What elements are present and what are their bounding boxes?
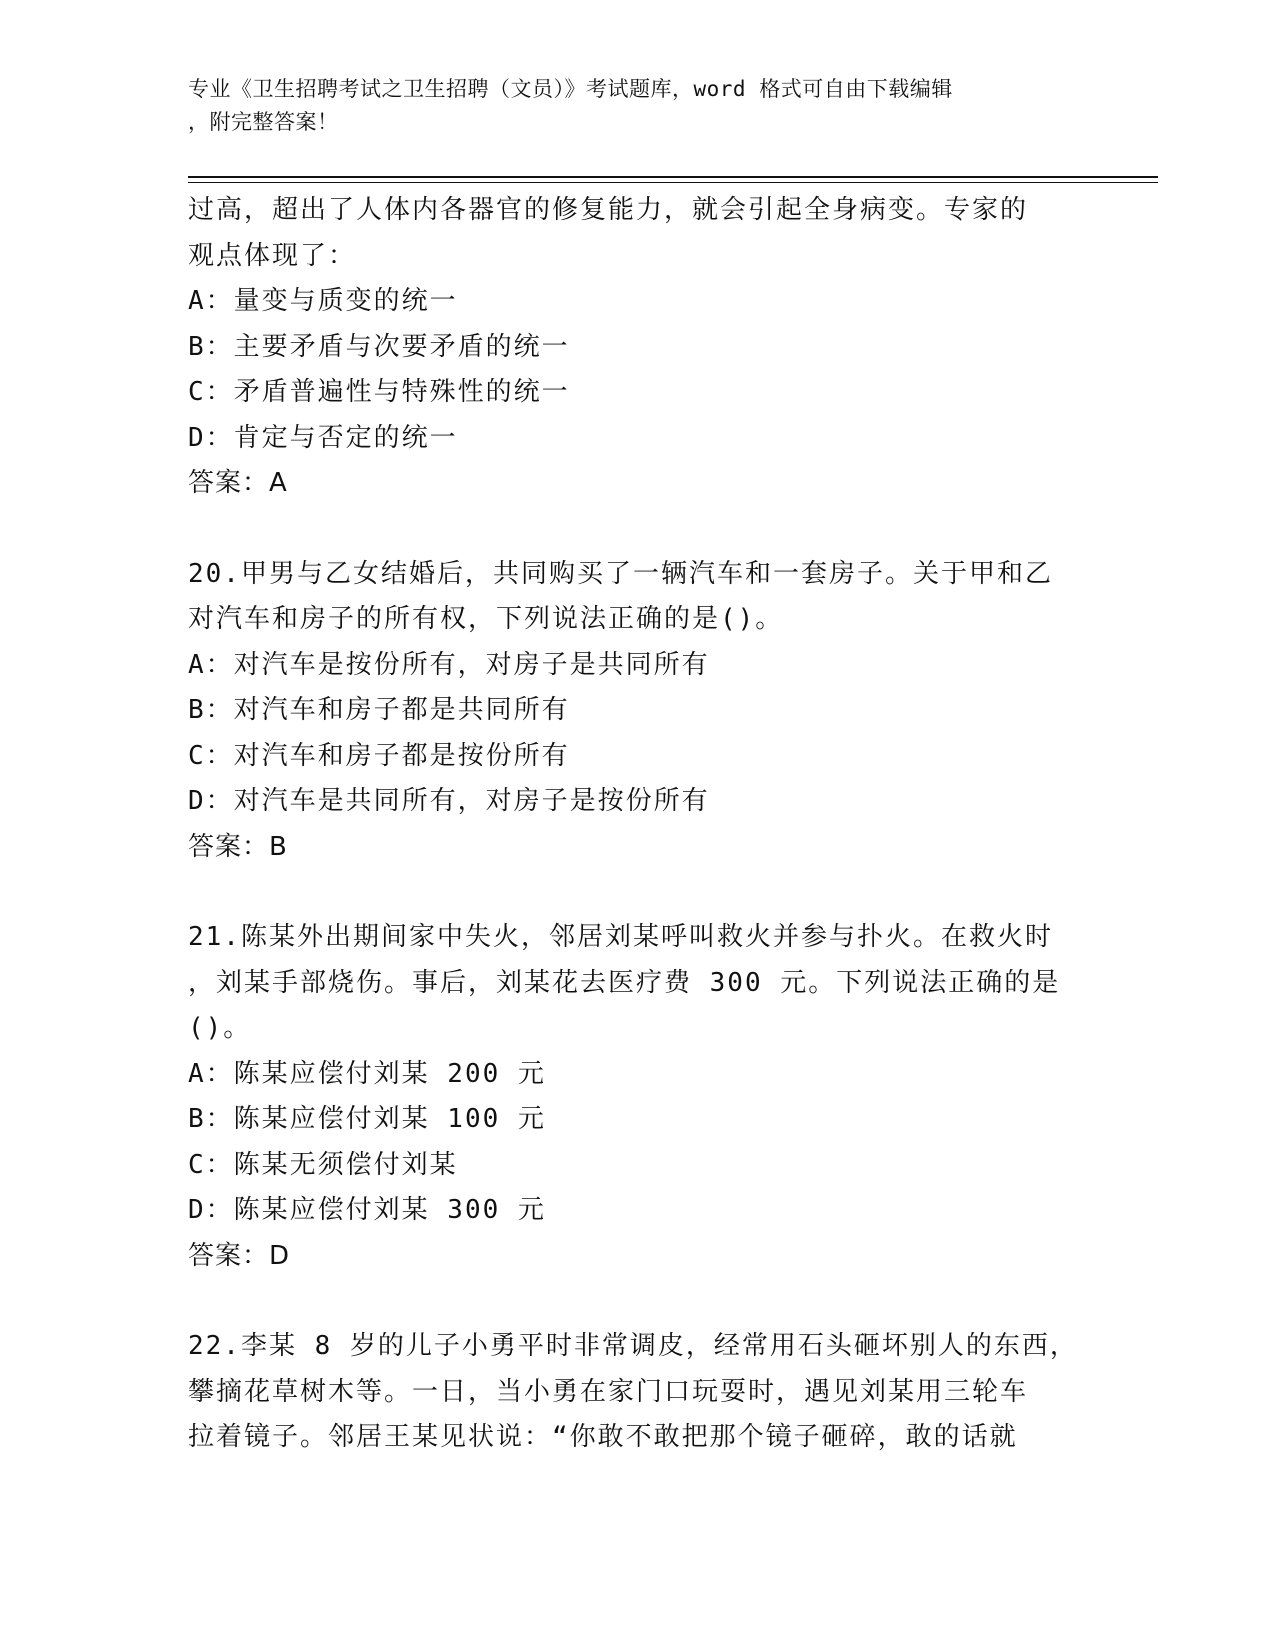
option-b: B：陈某应偿付刘某 100 元 bbox=[188, 1104, 546, 1134]
question-22 bbox=[188, 1324, 1088, 1461]
header-line-2: ，附完整答案！ bbox=[188, 110, 339, 134]
question-stem-line: ()。 bbox=[188, 1013, 252, 1043]
question-stem-line: 20.甲男与乙女结婚后，共同购买了一辆汽车和一套房子。关于甲和乙 bbox=[188, 558, 1053, 589]
question-20 bbox=[188, 552, 1088, 871]
question-spacer bbox=[188, 507, 1088, 552]
answer-line: 答案：D bbox=[188, 1240, 291, 1271]
option-c: C：对汽车和房子都是按份所有 bbox=[188, 740, 570, 771]
option-d: D：陈某应偿付刘某 300 元 bbox=[188, 1195, 546, 1225]
answer-line: 答案：A bbox=[188, 468, 288, 498]
question-stem-line: 拉着镜子。邻居王某见状说：“你敢不敢把那个镜子砸碎，敢的话就 bbox=[188, 1422, 1018, 1452]
option-b: B：主要矛盾与次要矛盾的统一 bbox=[188, 331, 570, 362]
document-header bbox=[188, 73, 1088, 139]
question-stem-line: 21.陈某外出期间家中失火，邻居刘某呼叫救火并参与扑火。在救火时 bbox=[188, 922, 1053, 952]
question-stem-line: 观点体现了： bbox=[188, 240, 357, 271]
question-stem-line: 22.李某 8 岁的儿子小勇平时非常调皮，经常用石头砸坏别人的东西， bbox=[188, 1331, 1078, 1361]
question-spacer bbox=[188, 870, 1088, 915]
option-d: D：肯定与否定的统一 bbox=[188, 422, 458, 453]
question-spacer bbox=[188, 1279, 1088, 1324]
option-a: A：量变与质变的统一 bbox=[188, 286, 458, 316]
document-body bbox=[188, 188, 1088, 1461]
question-19 bbox=[188, 188, 1088, 507]
answer-line: 答案：B bbox=[188, 831, 288, 862]
header-divider-thick bbox=[188, 176, 1158, 178]
option-c: C：陈某无须偿付刘某 bbox=[188, 1149, 458, 1180]
option-a: A：陈某应偿付刘某 200 元 bbox=[188, 1058, 546, 1089]
header-divider-thin bbox=[188, 182, 1158, 183]
header-line-1: 专业《卫生招聘考试之卫生招聘（文员）》考试题库，word 格式可自由下载编辑 bbox=[188, 77, 953, 101]
option-c: C：矛盾普遍性与特殊性的统一 bbox=[188, 377, 570, 407]
option-a: A：对汽车是按份所有，对房子是共同所有 bbox=[188, 649, 710, 680]
question-stem-line: 过高，超出了人体内各器官的修复能力，就会引起全身病变。专家的 bbox=[188, 195, 1029, 225]
question-21 bbox=[188, 915, 1088, 1279]
question-stem-line: 对汽车和房子的所有权，下列说法正确的是()。 bbox=[188, 604, 784, 634]
question-stem-line: ，刘某手部烧伤。事后，刘某花去医疗费 300 元。下列说法正确的是 bbox=[188, 967, 1061, 998]
question-stem-line: 攀摘花草树木等。一日，当小勇在家门口玩耍时，遇见刘某用三轮车 bbox=[188, 1376, 1029, 1407]
option-b: B：对汽车和房子都是共同所有 bbox=[188, 695, 570, 725]
option-d: D：对汽车是共同所有，对房子是按份所有 bbox=[188, 786, 710, 816]
